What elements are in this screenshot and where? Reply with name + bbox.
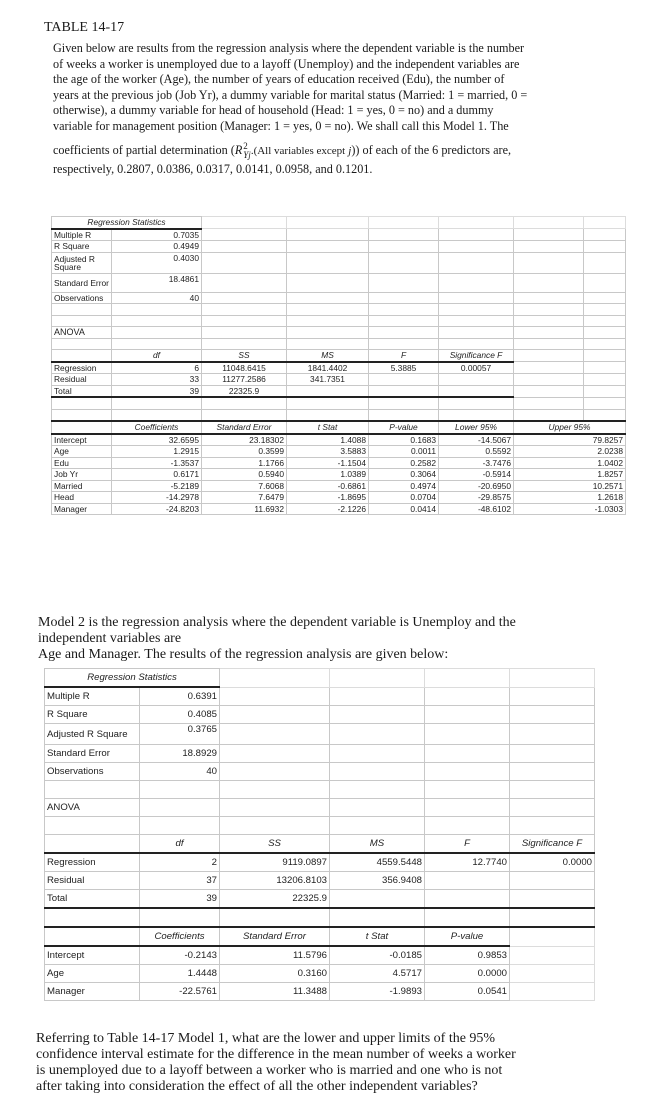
coef-value: 0.6171 xyxy=(112,469,202,481)
anova-row xyxy=(52,362,626,374)
anova-df: 39 xyxy=(112,385,202,397)
formula-superscript: 2 xyxy=(243,140,248,151)
anova-header: SS xyxy=(220,835,330,854)
coef-row xyxy=(45,946,595,965)
anova-header-row xyxy=(45,835,595,854)
coef-upper: 1.8257 xyxy=(514,469,626,481)
intro-text: )) of each of the 6 predictors are, xyxy=(351,142,512,157)
anova-row xyxy=(45,853,595,872)
coef-t: -1.1504 xyxy=(287,457,369,469)
anova-ss: 22325.9 xyxy=(220,890,330,909)
coef-row xyxy=(45,983,595,1001)
coef-label: Edu xyxy=(52,457,112,469)
coef-se: 11.3488 xyxy=(220,983,330,1001)
anova-f: 5.3885 xyxy=(369,362,439,374)
coef-se: 0.3599 xyxy=(202,446,287,458)
anova-header: Significance F xyxy=(439,350,514,362)
table-heading: TABLE 14-17 xyxy=(44,20,125,35)
coef-row xyxy=(52,446,626,458)
formula-symbol: R xyxy=(234,142,243,157)
stat-value: 0.4030 xyxy=(112,252,202,273)
coef-t: -1.8695 xyxy=(287,492,369,504)
regstats-row xyxy=(45,706,595,724)
regstats-title-row xyxy=(45,669,595,688)
stat-label: Adjusted R Square xyxy=(45,724,140,745)
anova-title-row xyxy=(52,327,626,339)
anova-label: Regression xyxy=(45,853,140,872)
coef-value: -22.5761 xyxy=(140,983,220,1001)
coef-header: Lower 95% xyxy=(439,421,514,434)
intro-line: of weeks a worker is unemployed due to a layoff (Unemploy) and the independent variables are xyxy=(53,56,520,71)
anova-title: ANOVA xyxy=(45,799,140,817)
coef-p: 0.0414 xyxy=(369,503,439,515)
anova-df: 2 xyxy=(140,853,220,872)
formula-symbol: j xyxy=(348,144,352,157)
coef-value: -1.3537 xyxy=(112,457,202,469)
coef-lower: -3.7476 xyxy=(439,457,514,469)
stat-value: 40 xyxy=(140,763,220,781)
anova-label: Residual xyxy=(52,374,112,386)
model1-output xyxy=(51,216,626,515)
coef-p: 0.0704 xyxy=(369,492,439,504)
coef-row xyxy=(52,457,626,469)
anova-header: Significance F xyxy=(510,835,595,854)
coef-t: -2.1226 xyxy=(287,503,369,515)
intro-paragraph xyxy=(53,41,613,177)
question-paragraph xyxy=(36,1031,616,1095)
anova-ms: 1841.4402 xyxy=(287,362,369,374)
regstats-row xyxy=(52,292,626,304)
stat-value: 0.4085 xyxy=(140,706,220,724)
anova-row xyxy=(52,385,626,397)
anova-header: F xyxy=(425,835,510,854)
question-line: confidence interval estimate for the difference in the mean number of weeks a worker xyxy=(36,1047,516,1062)
coef-t: -0.0185 xyxy=(330,946,425,965)
intro-text: coefficients of partial determination ( xyxy=(53,142,235,157)
question-line: Referring to Table 14-17 Model 1, what are the lower and upper limits of the 95% xyxy=(36,1031,496,1046)
coef-lower: -29.8575 xyxy=(439,492,514,504)
coef-header: P-value xyxy=(425,927,510,946)
coef-p: 0.1683 xyxy=(369,434,439,446)
anova-title-row xyxy=(45,799,595,817)
coef-label: Age xyxy=(52,446,112,458)
intro-line-formula xyxy=(53,142,613,160)
stat-label: Adjusted R Square xyxy=(52,252,112,273)
intro-line: the age of the worker (Age), the number of years of education received (Edu), the number of xyxy=(53,72,505,87)
anova-header: df xyxy=(140,835,220,854)
stat-value: 0.4949 xyxy=(112,241,202,253)
coef-header: Coefficients xyxy=(112,421,202,434)
intro-line: respectively, 0.2807, 0.0386, 0.0317, 0.0141, 0.0958, and 0.1201. xyxy=(53,161,373,176)
formula-subscript: Yj xyxy=(243,149,251,160)
coef-lower: -0.5914 xyxy=(439,469,514,481)
model2-line: Model 2 is the regression analysis where the dependent variable is Unemploy and the xyxy=(38,615,516,630)
coef-row xyxy=(52,434,626,446)
coef-lower: -48.6102 xyxy=(439,503,514,515)
anova-sig: 0.0000 xyxy=(510,853,595,872)
coef-header: P-value xyxy=(369,421,439,434)
coef-header-row xyxy=(45,927,595,946)
anova-df: 39 xyxy=(140,890,220,909)
anova-row xyxy=(52,374,626,386)
coef-row xyxy=(45,965,595,983)
coef-label: Intercept xyxy=(45,946,140,965)
coef-se: 11.6932 xyxy=(202,503,287,515)
coef-p: 0.0000 xyxy=(425,965,510,983)
model2-paragraph xyxy=(38,615,613,663)
stat-value: 40 xyxy=(112,292,202,304)
coef-p: 0.4974 xyxy=(369,480,439,492)
regstats-row xyxy=(52,229,626,241)
stat-label: R Square xyxy=(52,241,112,253)
coef-p: 0.3064 xyxy=(369,469,439,481)
coef-se: 1.1766 xyxy=(202,457,287,469)
coef-label: Head xyxy=(52,492,112,504)
anova-ss: 22325.9 xyxy=(202,385,287,397)
model1-table xyxy=(51,216,626,515)
anova-ss: 13206.8103 xyxy=(220,872,330,890)
anova-label: Residual xyxy=(45,872,140,890)
coef-lower: -20.6950 xyxy=(439,480,514,492)
coef-row xyxy=(52,480,626,492)
coef-t: 3.5883 xyxy=(287,446,369,458)
stat-label: Multiple R xyxy=(52,229,112,241)
anova-header: MS xyxy=(330,835,425,854)
question-line: after taking into consideration the effect of all the other independent variables? xyxy=(36,1079,478,1094)
stat-value: 18.8929 xyxy=(140,745,220,763)
anova-ss: 9119.0897 xyxy=(220,853,330,872)
anova-header: MS xyxy=(287,350,369,362)
coef-row xyxy=(52,492,626,504)
coef-label: Job Yr xyxy=(52,469,112,481)
coef-t: 1.4088 xyxy=(287,434,369,446)
coef-t: -0.6861 xyxy=(287,480,369,492)
regstats-row xyxy=(45,763,595,781)
regstats-title: Regression Statistics xyxy=(52,217,202,229)
model2-table xyxy=(44,668,595,1001)
coef-header: t Stat xyxy=(330,927,425,946)
anova-header: SS xyxy=(202,350,287,362)
anova-row xyxy=(45,890,595,909)
intro-line: Given below are results from the regression analysis where the dependent variable is the number xyxy=(53,41,525,55)
coef-upper: 1.2618 xyxy=(514,492,626,504)
coef-p: 0.0541 xyxy=(425,983,510,1001)
coef-value: -0.2143 xyxy=(140,946,220,965)
coef-value: -5.2189 xyxy=(112,480,202,492)
regstats-row xyxy=(45,724,595,745)
stat-value: 0.3765 xyxy=(140,724,220,745)
coef-t: -1.9893 xyxy=(330,983,425,1001)
model2-output xyxy=(44,668,595,1001)
coef-row xyxy=(52,469,626,481)
coef-row xyxy=(52,503,626,515)
coef-value: 32.6595 xyxy=(112,434,202,446)
stat-value: 0.6391 xyxy=(140,687,220,706)
anova-ss: 11048.6415 xyxy=(202,362,287,374)
coef-header: t Stat xyxy=(287,421,369,434)
anova-ms: 4559.5448 xyxy=(330,853,425,872)
coef-se: 0.3160 xyxy=(220,965,330,983)
anova-label: Regression xyxy=(52,362,112,374)
coef-upper: 10.2571 xyxy=(514,480,626,492)
anova-header: F xyxy=(369,350,439,362)
coef-value: -24.8203 xyxy=(112,503,202,515)
anova-df: 6 xyxy=(112,362,202,374)
regstats-title-row xyxy=(52,217,626,229)
anova-header-row xyxy=(52,350,626,362)
coef-label: Manager xyxy=(52,503,112,515)
intro-text: .(All variables except xyxy=(250,144,346,157)
coef-value: 1.4448 xyxy=(140,965,220,983)
regstats-row xyxy=(52,273,626,292)
stat-label: Observations xyxy=(45,763,140,781)
anova-title: ANOVA xyxy=(52,327,112,339)
anova-sig: 0.00057 xyxy=(439,362,514,374)
stat-label: Multiple R xyxy=(45,687,140,706)
intro-line: variable for management position (Manager: 1 = yes, 0 = no). We shall call this Model 1. The xyxy=(53,118,509,133)
anova-df: 33 xyxy=(112,374,202,386)
model2-line: Age and Manager. The results of the regression analysis are given below: xyxy=(38,647,449,662)
model2-line: independent variables are xyxy=(38,631,182,646)
coef-header: Upper 95% xyxy=(514,421,626,434)
anova-f: 12.7740 xyxy=(425,853,510,872)
coef-p: 0.2582 xyxy=(369,457,439,469)
coef-p: 0.9853 xyxy=(425,946,510,965)
coef-p: 0.0011 xyxy=(369,446,439,458)
coef-se: 11.5796 xyxy=(220,946,330,965)
regstats-row xyxy=(45,687,595,706)
coef-label: Intercept xyxy=(52,434,112,446)
coef-t: 4.5717 xyxy=(330,965,425,983)
coef-upper: 79.8257 xyxy=(514,434,626,446)
anova-label: Total xyxy=(45,890,140,909)
coef-upper: 2.0238 xyxy=(514,446,626,458)
coef-upper: 1.0402 xyxy=(514,457,626,469)
coef-se: 7.6068 xyxy=(202,480,287,492)
anova-row xyxy=(45,872,595,890)
anova-label: Total xyxy=(52,385,112,397)
regstats-title: Regression Statistics xyxy=(45,669,220,688)
coef-header: Coefficients xyxy=(140,927,220,946)
coef-upper: -1.0303 xyxy=(514,503,626,515)
stat-label: Standard Error xyxy=(52,273,112,292)
coef-lower: -14.5067 xyxy=(439,434,514,446)
coef-header-row xyxy=(52,421,626,434)
coef-lower: 0.5592 xyxy=(439,446,514,458)
coef-value: 1.2915 xyxy=(112,446,202,458)
stat-label: Observations xyxy=(52,292,112,304)
regstats-row xyxy=(52,241,626,253)
coef-value: -14.2978 xyxy=(112,492,202,504)
coef-label: Age xyxy=(45,965,140,983)
regstats-row xyxy=(45,745,595,763)
coef-header: Standard Error xyxy=(220,927,330,946)
regstats-row xyxy=(52,252,626,273)
intro-line: otherwise), a dummy variable for head of household (Head: 1 = yes, 0 = no) and a dummy xyxy=(53,103,494,118)
coef-se: 7.6479 xyxy=(202,492,287,504)
stat-value: 18.4861 xyxy=(112,273,202,292)
anova-df: 37 xyxy=(140,872,220,890)
coef-label: Manager xyxy=(45,983,140,1001)
coef-se: 0.5940 xyxy=(202,469,287,481)
stat-value: 0.7035 xyxy=(112,229,202,241)
intro-line: years at the previous job (Job Yr), a dummy variable for marital status (Married: 1 = married, 0 = xyxy=(53,87,528,102)
question-line: is unemployed due to a layoff between a worker who is married and one who is not xyxy=(36,1063,503,1078)
coef-header: Standard Error xyxy=(202,421,287,434)
anova-ms: 341.7351 xyxy=(287,374,369,386)
coef-t: 1.0389 xyxy=(287,469,369,481)
coef-label: Married xyxy=(52,480,112,492)
anova-ms: 356.9408 xyxy=(330,872,425,890)
coef-se: 23.18302 xyxy=(202,434,287,446)
stat-label: R Square xyxy=(45,706,140,724)
stat-label: Standard Error xyxy=(45,745,140,763)
anova-ss: 11277.2586 xyxy=(202,374,287,386)
anova-header: df xyxy=(112,350,202,362)
